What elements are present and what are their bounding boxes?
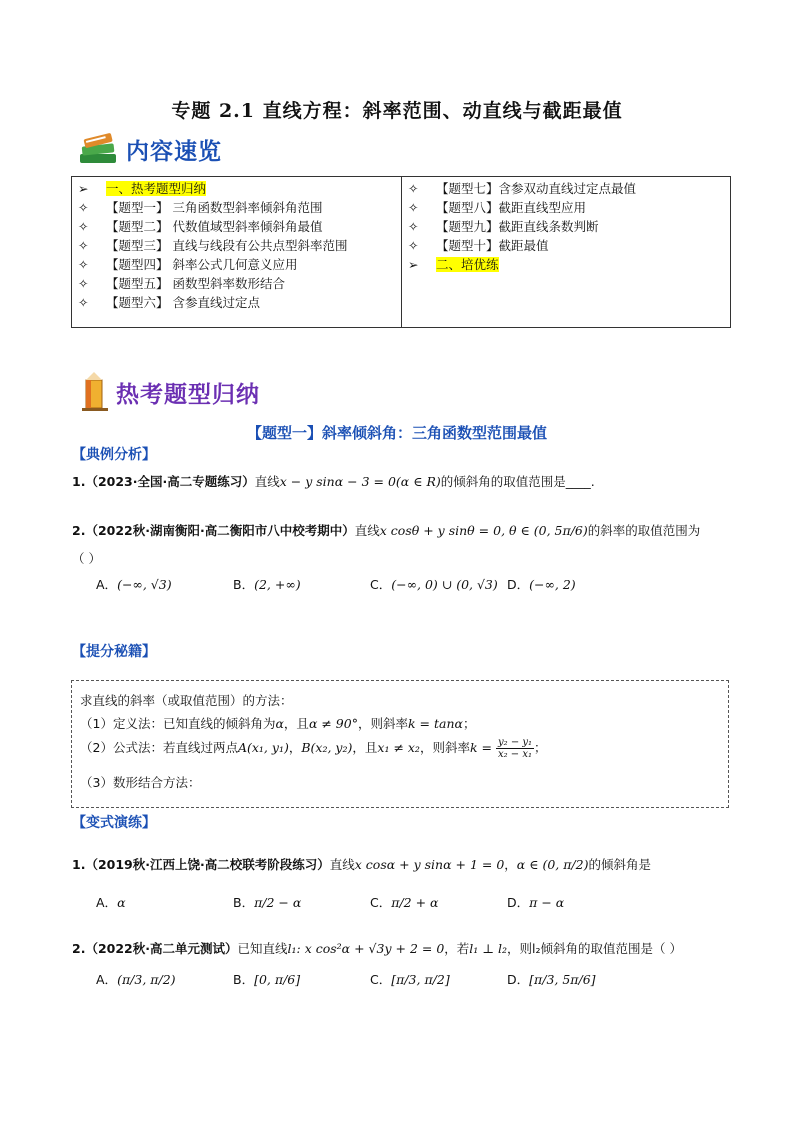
practice-section-heading: 【变式演练】 — [72, 815, 156, 831]
toc-item[interactable]: ➢ 二、培优练 — [408, 257, 499, 272]
example-question-2-choices — [96, 575, 644, 593]
toc-item[interactable]: ✧ 【题型四】 斜率公式几何意义应用 — [78, 257, 298, 272]
choice-b[interactable]: B．[0, π/6] — [233, 972, 301, 987]
practice-question-1-choices — [96, 893, 644, 911]
tips-line-4: （3）数形结合方法： — [80, 775, 201, 790]
toc-item[interactable]: ✧ 【题型一】 三角函数型斜率倾斜角范围 — [78, 200, 323, 215]
choice-d[interactable]: D．[π/3, 5π/6] — [507, 972, 596, 987]
choice-a[interactable]: A．α — [96, 895, 126, 910]
hot-topics-banner — [80, 372, 260, 412]
toc-item[interactable]: ✧ 【题型十】截距最值 — [408, 238, 549, 253]
toc-item[interactable]: ✧ 【题型二】 代数值域型斜率倾斜角最值 — [78, 219, 323, 234]
toc-item[interactable]: ✧ 【题型五】 函数型斜率数形结合 — [78, 276, 285, 291]
tips-line-2: （1）定义法：已知直线的倾斜角为α，且α ≠ 90°，则斜率k = tanα； — [80, 716, 476, 731]
type1-heading: 【题型一】斜率倾斜角：三角函数型范围最值 — [246, 424, 547, 442]
example-question-2: 2.（2022秋·湖南衡阳·高二衡阳市八中校考期中）直线x cosθ + y sinθ = 0, θ ∈ (0, 5π/6)的斜率的取值范围为 — [72, 523, 701, 538]
example-section-heading: 【典例分析】 — [72, 447, 156, 463]
tips-line-1: 求直线的斜率（或取值范围）的方法： — [80, 693, 293, 708]
tips-line-3: （2）公式法：若直线过两点A(x₁, y₁)，B(x₂, y₂)，且x₁ ≠ x₂，则斜率k = $\frac{\text{y₂ − y₁}}{\text{x₂ − x₁}}$ ； — [80, 737, 547, 760]
toc-item[interactable]: ✧ 【题型三】 直线与线段有公共点型斜率范围 — [78, 238, 348, 253]
practice-question-2-choices — [96, 970, 644, 988]
choice-a[interactable]: A．(−∞, √3) — [96, 577, 172, 592]
tips-box — [71, 680, 729, 808]
toc-item[interactable]: ✧ 【题型九】截距直线条数判断 — [408, 219, 599, 234]
toc-item[interactable]: ✧ 【题型七】含参双动直线过定点最值 — [408, 181, 637, 196]
toc-item[interactable]: ✧ 【题型八】截距直线型应用 — [408, 200, 587, 215]
table-of-contents — [71, 176, 731, 328]
pencil-icon — [80, 372, 112, 412]
toc-left-column — [72, 177, 402, 327]
practice-question-2: 2.（2022秋·高二单元测试）已知直线l₁: x cos²α + √3y + 2 = 0，若l₁ ⊥ l₂，则l₂倾斜角的取值范围是（ ） — [72, 941, 682, 956]
choice-d[interactable]: D．π − α — [507, 895, 565, 910]
document-title: 专题 2.1 直线方程：斜率范围、动直线与截距最值 — [171, 100, 623, 122]
slope-fraction: $\frac{\text{y₂ − y₁}}{\text{x₂ − x₁}}$ — [497, 737, 533, 760]
toc-right-column — [402, 177, 730, 327]
example-question-1: 1.（2023·全国·高二专题练习）直线x − y sinα − 3 = 0(α ∈ R)的倾斜角的取值范围是____. — [72, 474, 595, 489]
choice-d[interactable]: D．(−∞, 2) — [507, 577, 576, 592]
tips-section-heading: 【提分秘籍】 — [72, 644, 156, 660]
practice-question-1: 1.（2019秋·江西上饶·高二校联考阶段练习）直线x cosα + y sinα + 1 = 0，α ∈ (0, π/2)的倾斜角是 — [72, 857, 651, 872]
choice-a[interactable]: A．(π/3, π/2) — [96, 972, 176, 987]
hot-topics-banner-text: 热考题型归纳 — [116, 381, 260, 408]
example-question-2-paren: （ ） — [72, 551, 101, 566]
overview-banner-text: 内容速览 — [126, 138, 222, 165]
choice-c[interactable]: C．[π/3, π/2] — [370, 972, 450, 987]
overview-banner — [76, 132, 222, 166]
choice-c[interactable]: C．(−∞, 0) ∪ (0, √3) — [370, 577, 498, 592]
books-icon — [76, 132, 120, 166]
toc-item[interactable]: ➢ 一、热考题型归纳 — [78, 181, 207, 196]
choice-b[interactable]: B．π/2 − α — [233, 895, 302, 910]
toc-item[interactable]: ✧ 【题型六】 含参直线过定点 — [78, 295, 260, 310]
choice-b[interactable]: B．(2, +∞) — [233, 577, 301, 592]
choice-c[interactable]: C．π/2 + α — [370, 895, 439, 910]
